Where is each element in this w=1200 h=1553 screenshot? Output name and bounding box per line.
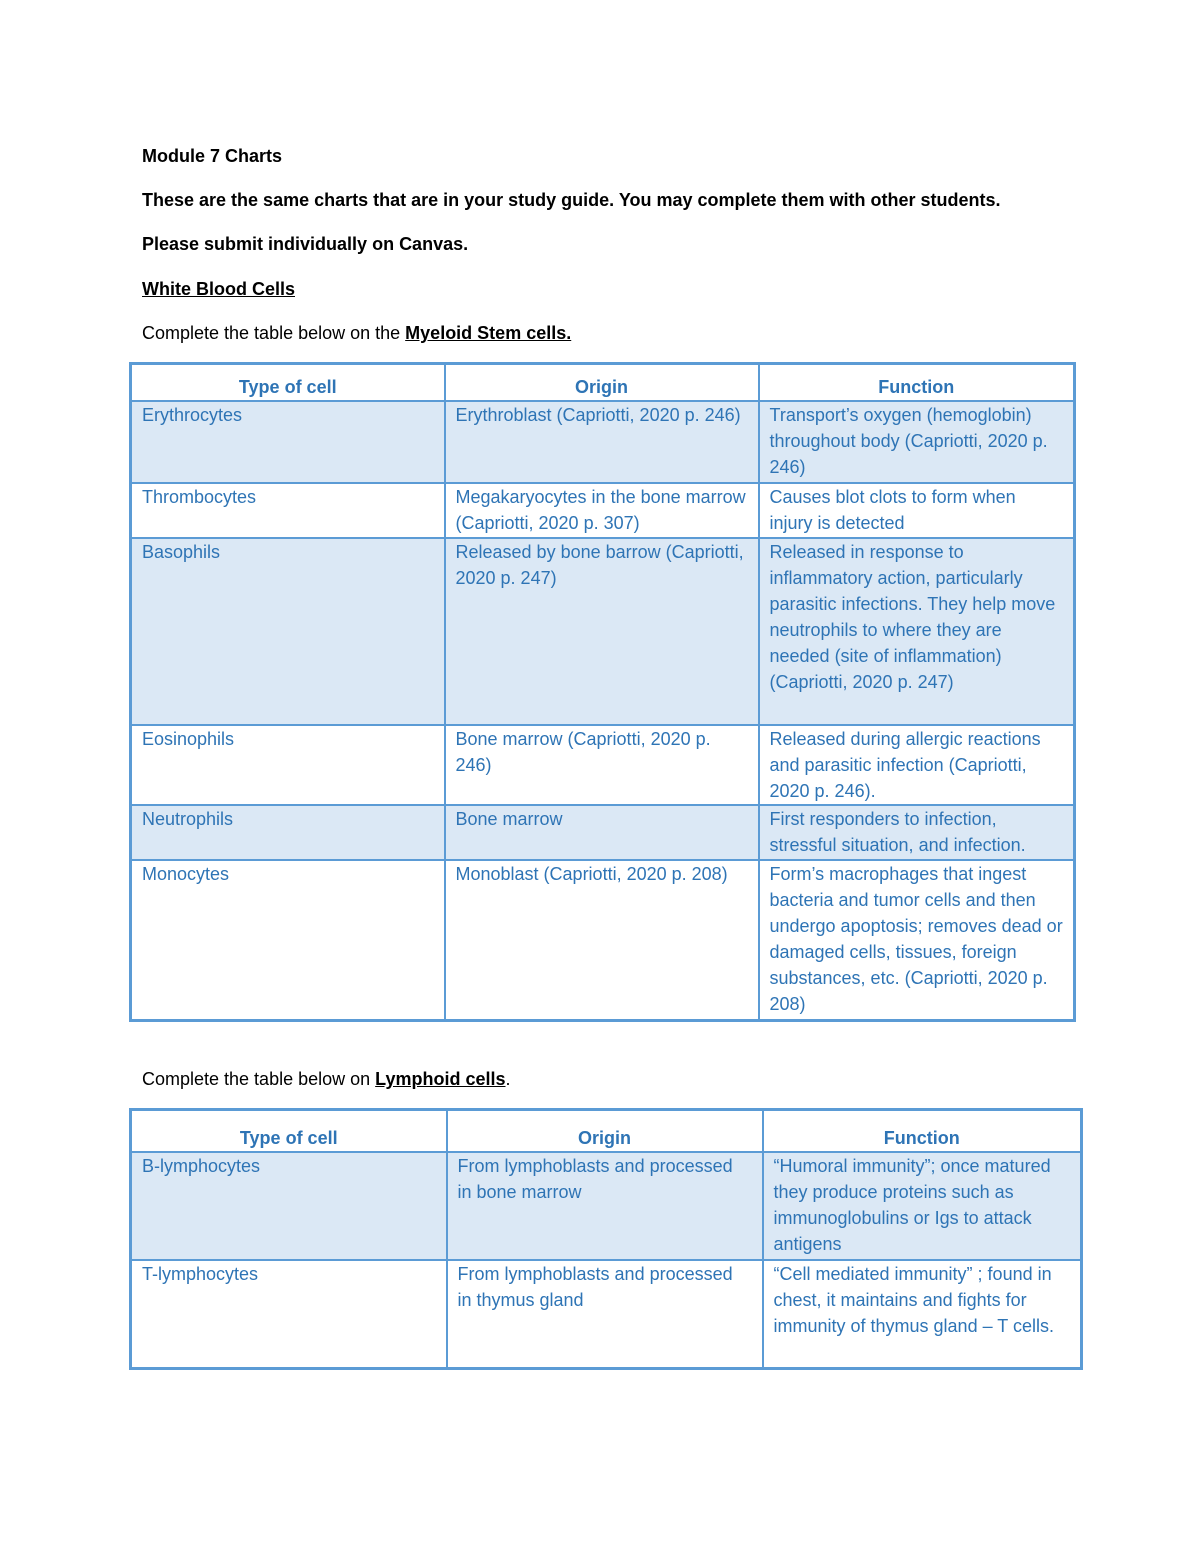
- cell-origin: Bone marrow: [445, 805, 759, 860]
- table-row: [131, 860, 1075, 1020]
- cell-function: “Cell mediated immunity” ; found in chest, it maintains and fights for immunity of thymus gland – T cells.: [763, 1260, 1082, 1368]
- myeloid-prompt-emphasis: Myeloid Stem cells.: [405, 323, 572, 343]
- table-row: [131, 1260, 1082, 1368]
- cell-origin: Megakaryocytes in the bone marrow (Capriotti, 2020 p. 307): [445, 483, 759, 538]
- myeloid-prompt-text: Complete the table below on the: [142, 323, 406, 343]
- cell-type: Thrombocytes: [131, 483, 445, 538]
- header-origin: Origin: [447, 1110, 763, 1153]
- table-row: [131, 538, 1075, 725]
- cell-type: Basophils: [131, 538, 445, 725]
- cell-type: Eosinophils: [131, 725, 445, 805]
- header-type-of-cell: Type of cell: [131, 364, 445, 402]
- cell-type: B-lymphocytes: [131, 1152, 447, 1260]
- myeloid-header-row: [131, 364, 1075, 402]
- document-title: Module 7 Charts: [142, 146, 283, 166]
- table-row: [131, 805, 1075, 860]
- lymphoid-prompt-text: Complete the table below on: [142, 1069, 376, 1089]
- lymphoid-prompt-period: .: [505, 1069, 511, 1089]
- cell-type: T-lymphocytes: [131, 1260, 447, 1368]
- cell-type: Monocytes: [131, 860, 445, 1020]
- cell-origin: From lymphoblasts and processed in bone marrow: [447, 1152, 763, 1260]
- instructions-line-2: Please submit individually on Canvas.: [142, 234, 469, 254]
- instructions-line-1: These are the same charts that are in your study guide. You may complete them with other students.: [142, 190, 1001, 210]
- cell-origin: Monoblast (Capriotti, 2020 p. 208): [445, 860, 759, 1020]
- table-row: [131, 401, 1075, 483]
- table-row: [131, 1152, 1082, 1260]
- cell-function: First responders to infection, stressful situation, and infection.: [759, 805, 1075, 860]
- cell-type: Erythrocytes: [131, 401, 445, 483]
- cell-origin: From lymphoblasts and processed in thymus gland: [447, 1260, 763, 1368]
- lymphoid-prompt: [142, 1068, 511, 1090]
- header-type-of-cell: Type of cell: [131, 1110, 447, 1153]
- header-function: Function: [763, 1110, 1082, 1153]
- table-row: [131, 725, 1075, 805]
- section-heading: White Blood Cells: [142, 279, 295, 299]
- lymphoid-table: [129, 1108, 1083, 1370]
- header-origin: Origin: [445, 364, 759, 402]
- myeloid-table: [129, 362, 1076, 1022]
- cell-function: “Humoral immunity”; once matured they produce proteins such as immunoglobulins or Igs to attack antigens: [763, 1152, 1082, 1260]
- cell-function: Released in response to inflammatory action, particularly parasitic infections. They help move neutrophils to where they are needed (site of inflammation) (Capriotti, 2020 p. 247): [759, 538, 1075, 725]
- cell-type: Neutrophils: [131, 805, 445, 860]
- cell-function: Form’s macrophages that ingest bacteria and tumor cells and then undergo apoptosis; removes dead or damaged cells, tissues, foreign substances, etc. (Capriotti, 2020 p. 208): [759, 860, 1075, 1020]
- cell-function: Transport’s oxygen (hemoglobin) throughout body (Capriotti, 2020 p. 246): [759, 401, 1075, 483]
- table-row: [131, 483, 1075, 538]
- lymphoid-header-row: [131, 1110, 1082, 1153]
- lymphoid-prompt-emphasis: Lymphoid cells: [375, 1069, 506, 1089]
- cell-function: Released during allergic reactions and parasitic infection (Capriotti, 2020 p. 246).: [759, 725, 1075, 805]
- myeloid-prompt: [142, 322, 571, 344]
- header-function: Function: [759, 364, 1075, 402]
- cell-origin: Bone marrow (Capriotti, 2020 p. 246): [445, 725, 759, 805]
- cell-function: Causes blot clots to form when injury is detected: [759, 483, 1075, 538]
- cell-origin: Erythroblast (Capriotti, 2020 p. 246): [445, 401, 759, 483]
- cell-origin: Released by bone barrow (Capriotti, 2020 p. 247): [445, 538, 759, 725]
